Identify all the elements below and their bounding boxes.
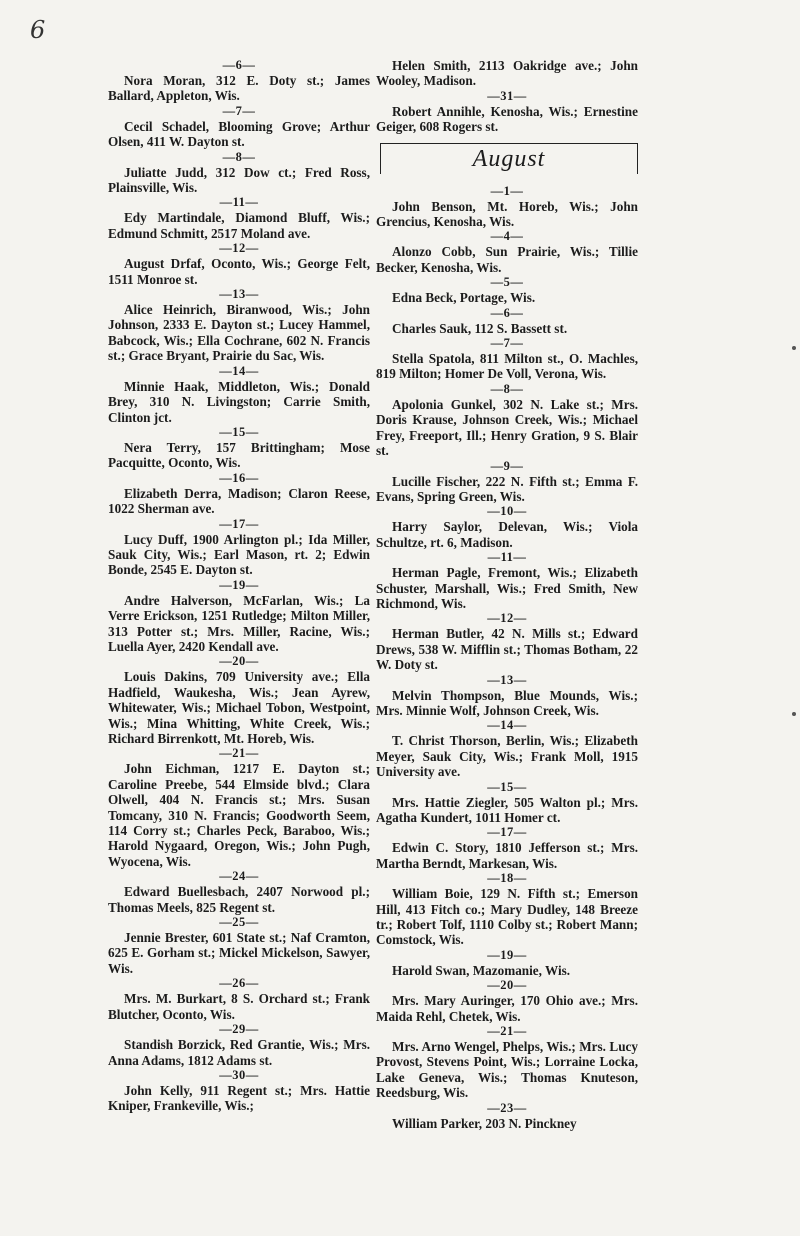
entry-text: Louis Dakins, 709 University ave.; Ella Hadfield, Waukesha, Wis.; Jean Ayrew, Whitewater, Wis.; Michael Tobon, Westpoint, Wis.; Mina Whitting, White Creek, Wis.; Richard Birrenkott, Mt. Horeb, Wis. [108,669,370,746]
birthday-entry [376,550,638,611]
entry-text: August Drfaf, Oconto, Wis.; George Felt, 1511 Monroe st. [108,256,370,287]
margin-mark [792,346,796,350]
date-heading: —6— [490,305,524,320]
date-heading: —6— [222,58,256,72]
date-heading: —24— [219,869,259,884]
date-heading: —16— [219,470,259,485]
month-heading: August [472,145,546,172]
birthday-entry [376,58,638,89]
birthday-entry [108,1068,370,1114]
entry-text: Jennie Brester, 601 State st.; Naf Cramton, 625 E. Gorham st.; Mickel Mickelson, Sawyer, Wis. [108,930,370,976]
date-heading: —19— [219,577,259,592]
birthday-entry [108,364,370,425]
page-number: 6 [30,16,46,44]
date-heading: —15— [487,779,527,794]
entry-text: Edward Buellesbach, 2407 Norwood pl.; Thomas Meels, 825 Regent st. [108,884,370,915]
entry-text: Edy Martindale, Diamond Bluff, Wis.; Edmund Schmitt, 2517 Moland ave. [108,210,370,241]
date-heading: —11— [487,550,527,565]
date-heading: —13— [219,287,259,302]
entry-text: John Eichman, 1217 E. Dayton st.; Caroline Preebe, 544 Elmside blvd.; Clara Olwell, 404 N. Francis st.; Mrs. Susan Tomcany, 310 N. Francis; Goodworth Seem, 114 Corry st.; Charles Peck, Baraboo, Wis.; Harold Nygaard, Oregon, Wis.; John Pugh, Wyocena, Wis. [108,761,370,869]
entry-text: Mrs. Mary Auringer, 170 Ohio ave.; Mrs. Maida Rehl, Chetek, Wis. [376,993,638,1024]
birthday-entry [108,746,370,869]
birthday-entry [108,241,370,287]
birthday-entry [108,195,370,241]
date-heading: —26— [219,976,259,991]
date-heading: —1— [490,183,524,198]
entry-text: Helen Smith, 2113 Oakridge ave.; John Wooley, Madison. [376,58,638,89]
entry-text: Harry Saylor, Delevan, Wis.; Viola Schultze, rt. 6, Madison. [376,519,638,550]
birthday-entry [108,654,370,746]
birthday-entry [376,978,638,1024]
date-heading: —9— [490,458,524,473]
entry-text: Robert Annihle, Kenosha, Wis.; Ernestine Geiger, 608 Rogers st. [376,103,638,135]
birthday-entry [376,825,638,871]
entry-text: John Kelly, 911 Regent st.; Mrs. Hattie Kniper, Frankeville, Wis.; [108,1082,370,1114]
entry-text: Juliatte Judd, 312 Dow ct.; Fred Ross, Plainsville, Wis. [108,164,370,196]
entry-text: T. Christ Thorson, Berlin, Wis.; Elizabeth Meyer, Sauk City, Wis.; Frank Moll, 1915 University ave. [376,733,638,780]
entry-text: Standish Borzick, Red Grantie, Wis.; Mrs. Anna Adams, 1812 Adams st. [108,1037,370,1068]
date-heading: —4— [490,229,524,244]
date-heading: —14— [219,363,259,378]
date-heading: —17— [219,516,259,531]
birthday-entry [108,425,370,471]
birthday-entry [376,871,638,948]
birthday-entry [376,459,638,505]
date-heading: —21— [487,1024,527,1039]
date-heading: —18— [487,871,527,886]
date-heading: —11— [219,195,259,210]
birthday-entry [376,275,638,305]
entry-text: Harold Swan, Mazomanie, Wis. [392,962,571,978]
entry-text: Elizabeth Derra, Madison; Claron Reese, 1022 Sherman ave. [108,485,370,517]
birthday-entry [376,504,638,550]
birthday-entry [108,869,370,915]
birthday-entry [376,673,638,719]
date-heading: —5— [490,275,524,290]
entry-text: Lucy Duff, 1900 Arlington pl.; Ida Miller, Sauk City, Wis.; Earl Mason, rt. 2; Edwin Bonde, 2545 E. Dayton st. [108,531,370,578]
entry-text: Herman Butler, 42 N. Mills st.; Edward Drews, 538 W. Mifflin st.; Thomas Botham, 22 W. Doty st. [376,626,638,673]
birthday-entry [376,184,638,230]
date-heading: —21— [219,746,259,761]
entry-text: Stella Spatola, 811 Milton st., O. Machles, 819 Milton; Homer De Voll, Verona, Wis. [376,351,638,382]
date-heading: —20— [487,978,527,993]
entry-text: Mrs. M. Burkart, 8 S. Orchard st.; Frank Blutcher, Oconto, Wis. [108,991,370,1022]
birthday-entry [376,89,638,135]
birthday-entry [108,517,370,578]
date-heading: —10— [487,504,527,519]
month-heading-box [380,143,638,174]
date-heading: —15— [219,424,259,439]
date-heading: —19— [487,947,527,962]
date-heading: —31— [487,88,527,103]
birthday-entry [376,336,638,382]
entry-text: Minnie Haak, Middleton, Wis.; Donald Brey, 310 N. Livingston; Carrie Smith, Clinton jct. [108,378,370,425]
date-heading: —20— [219,654,259,669]
date-heading: —7— [222,103,256,118]
entry-text: Lucille Fischer, 222 N. Fifth st.; Emma F. Evans, Spring Green, Wis. [376,473,638,504]
entry-text: Cecil Schadel, Blooming Grove; Arthur Olsen, 411 W. Dayton st. [108,118,370,150]
entry-text: William Parker, 203 N. Pinckney [392,1115,577,1131]
date-heading: —12— [487,611,527,626]
birthday-entry [376,306,638,336]
birthday-entry [376,1101,638,1131]
birthday-entry [108,915,370,976]
left-column [108,58,370,1114]
birthday-entry [376,780,638,826]
entry-text: Edna Beck, Portage, Wis. [392,290,536,306]
date-heading: —17— [487,825,527,840]
birthday-entry [108,1022,370,1068]
date-heading: —14— [487,718,527,733]
birthday-entry [108,578,370,655]
date-heading: —8— [490,381,524,396]
birthday-entry [108,104,370,150]
date-heading: —30— [219,1067,259,1082]
birthday-entry [376,948,638,978]
entry-text: John Benson, Mt. Horeb, Wis.; John Grencius, Kenosha, Wis. [376,198,638,230]
birthday-entry [376,1024,638,1101]
entry-text: Alice Heinrich, Biranwood, Wis.; John Johnson, 2333 E. Dayton st.; Lucey Hammel, Babcock, Wis.; Ella Cochrane, 602 N. Francis st.; Grace Bryant, Prairie du Sac, Wis. [108,302,370,364]
entry-text: Melvin Thompson, Blue Mounds, Wis.; Mrs. Minnie Wolf, Johnson Creek, Wis. [376,687,638,718]
birthday-entry [108,150,370,196]
margin-mark [792,712,796,716]
date-heading: —23— [487,1100,527,1115]
birthday-entry [108,976,370,1022]
birthday-entry [376,718,638,779]
entry-text: William Boie, 129 N. Fifth st.; Emerson Hill, 413 Fitch co.; Mary Dudley, 148 Breeze tr.; Robert Tolf, 1110 Colby st.; Robert Mann; Comstock, Wis. [376,886,638,948]
date-heading: —8— [222,149,256,164]
birthday-entry [376,611,638,672]
date-heading: —13— [487,672,527,687]
entry-text: Alonzo Cobb, Sun Prairie, Wis.; Tillie Becker, Kenosha, Wis. [376,244,638,275]
entry-text: Nora Moran, 312 E. Doty st.; James Ballard, Appleton, Wis. [108,73,370,104]
birthday-entry [376,382,638,459]
entry-text: Andre Halverson, McFarlan, Wis.; La Verre Erickson, 1251 Rutledge; Milton Miller, 313 Potter st.; Mrs. Miller, Racine, Wis.; Luella Ayer, 2420 Kendall ave. [108,592,370,654]
right-column-top [376,58,638,135]
entry-text: Mrs. Hattie Ziegler, 505 Walton pl.; Mrs. Agatha Kundert, 1011 Homer ct. [376,794,638,825]
date-heading: —12— [219,241,259,256]
entry-text: Nera Terry, 157 Brittingham; Mose Pacquitte, Oconto, Wis. [108,439,370,471]
birthday-entry [376,229,638,275]
entry-text: Herman Pagle, Fremont, Wis.; Elizabeth Schuster, Marshall, Wis.; Fred Smith, New Richmond, Wis. [376,565,638,611]
right-column-entries [376,184,638,1131]
entry-text: Mrs. Arno Wengel, Phelps, Wis.; Mrs. Lucy Provost, Stevens Point, Wis.; Lorraine Locka, Lake Geneva, Wis.; Thomas Knuteson, Reedsburg, Wis. [376,1039,638,1101]
date-heading: —29— [219,1022,259,1037]
right-column [376,58,638,1131]
entry-text: Charles Sauk, 112 S. Bassett st. [392,320,568,336]
entry-text: Edwin C. Story, 1810 Jefferson st.; Mrs. Martha Berndt, Markesan, Wis. [376,840,638,871]
birthday-entry [108,471,370,517]
date-heading: —7— [490,336,524,351]
entry-text: Apolonia Gunkel, 302 N. Lake st.; Mrs. Doris Krause, Johnson Creek, Wis.; Michael Frey, Freeport, Ill.; Henry Gration, 9 S. Blair st. [376,396,638,459]
date-heading: —25— [219,915,259,930]
birthday-entry [108,287,370,364]
birthday-entry [108,58,370,104]
